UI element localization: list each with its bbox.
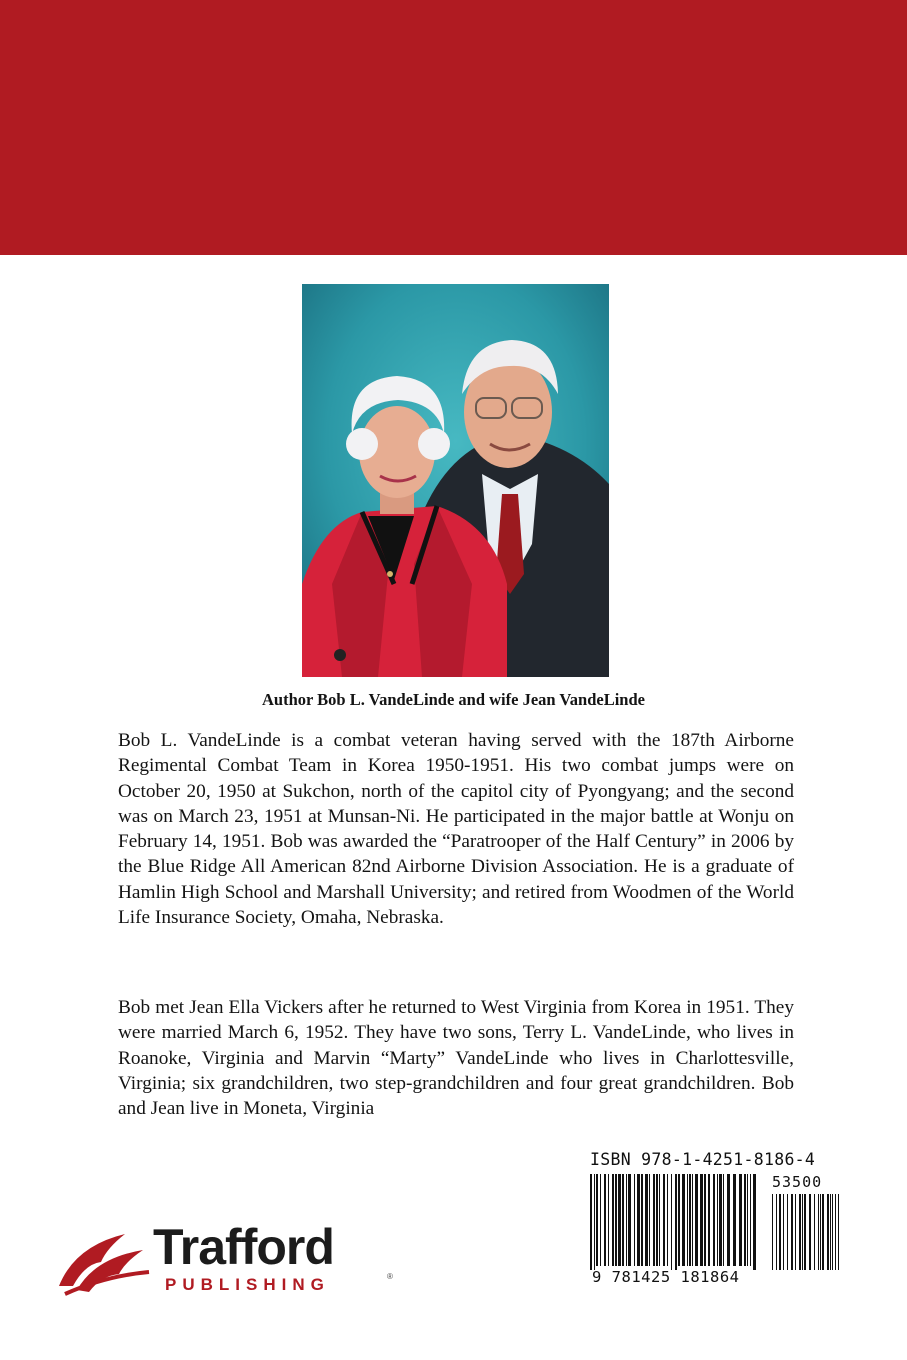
price-code: 53500: [772, 1173, 823, 1191]
top-red-band: [0, 0, 907, 255]
publisher-name: Trafford: [153, 1219, 334, 1275]
portrait-illustration: [302, 284, 609, 677]
registered-mark: ®: [387, 1272, 393, 1281]
isbn-barcode-block: [582, 1150, 846, 1340]
photo-caption: Author Bob L. VandeLinde and wife Jean VandeLinde: [262, 690, 645, 709]
isbn-label: ISBN 978-1-4251-8186-4: [590, 1150, 816, 1169]
bio-paragraph-2: Bob met Jean Ella Vickers after he returned to West Virginia from Korea in 1951. They were married March 6, 1952. They have two sons, Terry L. VandeLinde, who lives in Roanoke, Virginia and Marvin “Marty” VandeLinde who lives in Charlottesville, Virginia; six grandchildren, two step-grandchildren and four great grandchildren. Bob and Jean live in Moneta, Virginia: [118, 997, 794, 1120]
publisher-logo: [55, 1219, 400, 1300]
publisher-subtitle: PUBLISHING: [165, 1275, 330, 1294]
author-portrait-photo: [302, 284, 609, 677]
bio-paragraph-1: Bob L. VandeLinde is a combat veteran having served with the 187th Airborne Regimental Combat Team in Korea 1950-1951. His two combat jumps were on October 20, 1950 at Sukchon, north of the capitol city of Pyongyang; and the second was on March 23, 1951 at Munsan-Ni. He participated in the major battle at Wonju on February 14, 1951. Bob was awarded the “Paratrooper of the Half Century” in 2006 by the Blue Ridge All American 82nd Airborne Division Association. He is a graduate of Hamlin High School and Marshall University; and retired from Woodmen of the World Life Insurance Society, Omaha, Nebraska.: [118, 730, 794, 929]
trafford-wave-logo-icon: [55, 1228, 151, 1300]
barcode-digits: 9 781425 181864: [592, 1268, 740, 1286]
